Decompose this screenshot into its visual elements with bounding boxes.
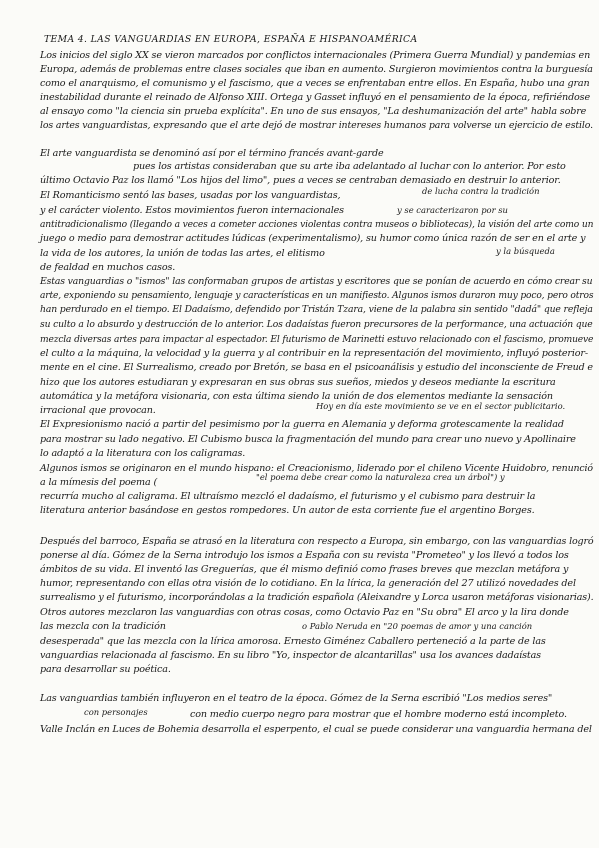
inserted-text: con personajes [84,707,148,717]
text-line: inestabilidad durante el reinado de Alfonso XIII. Ortega y Gasset influyó en el pensamiento de la época, refiriéndose [40,92,590,103]
inserted-text: de lucha contra la tradición [422,186,540,196]
text-line: hizo que los autores estudiaran y expresaran en sus obras sus sueños, miedos y deseos mediante la escritura [40,377,556,388]
text-line: Estas vanguardias o "ismos" las conformaban grupos de artistas y escritores que se ponían de acuerdo en cómo crear su [40,276,593,287]
text-line: con medio cuerpo negro para mostrar que el hombre moderno está incompleto. [190,709,567,720]
text-line: lo adaptó a la literatura con los caligramas. [40,448,246,459]
text-line: los artes vanguardistas, expresando que el arte dejó de mostrar intereses humanos para volverse un ejercicio de estilo. [40,120,593,131]
inserted-text: "el poema debe crear como la naturaleza crea un árbol") y [256,472,505,482]
text-line: ponerse al día. Gómez de la Serna introdujo los ismos a España con su revista "Prometeo" y los llevó a todos los [40,550,569,561]
text-line: surrealismo y el futurismo, incorporándolas a la tradición española (Aleixandre y Lorca usaron metáforas visionarias). [40,592,594,603]
text-line: pues los artistas consideraban que su arte iba adelantado al luchar con lo anterior. Por esto [133,161,566,172]
text-line: El Romanticismo sentó las bases, usadas por los vanguardistas, [40,190,341,201]
text-line: y el carácter violento. Estos movimientos fueron internacionales [40,205,344,216]
text-line: El Expresionismo nació a partir del pesimismo por la guerra en Alemania y deforma grotescamente la realidad [40,419,564,430]
text-line: recurría mucho al caligrama. El ultraísmo mezcló el dadaísmo, el futurismo y el cubismo para destruir la [40,491,536,502]
text-line: el culto a la máquina, la velocidad y la guerra y al contribuir en la representación del movimiento, influyó posterior- [40,348,588,359]
text-line: antitradicionalismo (llegando a veces a cometer acciones violentas contra museos o bibliotecas), la visión del arte como un [40,219,594,230]
text-line: para mostrar su lado negativo. El Cubismo busca la fragmentación del mundo para crear uno nuevo y Apollinaire [40,434,576,445]
text-line: su culto a lo absurdo y destrucción de lo anterior. Los dadaístas fueron precursores de la performance, una actuación que [40,319,593,330]
page-title: TEMA 4. LAS VANGUARDIAS EN EUROPA, ESPAÑA E HISPANOAMÉRICA [44,34,418,45]
text-line: mezcla diversas artes para impactar al espectador. El futurismo de Marinetti estuvo relacionado con el fascismo, promueve [40,334,594,345]
text-line: Las vanguardias también influyeron en el teatro de la época. Gómez de la Serna escribió "Los medios seres" [40,693,553,704]
text-line: automática y la metáfora visionaria, con esta última siendo la unión de dos elementos mediante la sensación [40,391,553,402]
text-line: Algunos ismos se originaron en el mundo hispano: el Creacionismo, liderado por el chileno Vicente Huidobro, renunció [40,463,593,474]
text-line: como el anarquismo, el comunismo y el fascismo, que a veces se enfrentaban entre ellos. En España, hubo una gran [40,78,590,89]
text-line: último Octavio Paz los llamó "Los hijos del limo", pues a veces se centraban demasiado en destruir lo anterior. [40,175,561,186]
text-line: a la mímesis del poema ( [40,477,158,488]
inserted-text: o Pablo Neruda en "20 poemas de amor y una canción [302,621,533,631]
text-line: desesperada" que las mezcla con la lírica amorosa. Ernesto Giménez Caballero perteneció a la parte de las [40,636,546,647]
inserted-text: y se caracterizaron por su [397,205,508,215]
text-line: humor, representando con ellas otra visión de lo cotidiano. En la lírica, la generación del 27 utilizó novedades del [40,578,576,589]
text-line: la vida de los autores, la unión de todas las artes, el elitismo [40,248,325,259]
text-line: Después del barroco, España se atrasó en la literatura con respecto a Europa, sin embargo, con las vanguardias logró [40,536,594,547]
text-line: arte, exponiendo su pensamiento, lenguaje y características en un manifiesto. Algunos ismos duraron muy poco, pero otros [40,290,594,301]
text-line: ámbitos de su vida. El inventó las Greguerías, que él mismo definió como frases breves que mezclan metáfora y [40,564,569,575]
inserted-text: Hoy en día este movimiento se ve en el sector publicitario. [316,401,566,411]
text-line: para desarrollar su poética. [40,664,171,675]
text-line: las mezcla con la tradición [40,621,166,632]
text-line: irracional que provocan. [40,405,156,416]
text-line: Otros autores mezclaron las vanguardias con otras cosas, como Octavio Paz en "Su obra" El arco y la lira donde [40,607,569,618]
text-line: juego o medio para demostrar actitudes lúdicas (experimentalismo), su humor como única razón de ser en el arte y [40,233,586,244]
text-line: vanguardias relacionada al fascismo. En su libro "Yo, inspector de alcantarillas" usa los avances dadaístas [40,650,541,661]
text-line: mente en el cine. El Surrealismo, creado por Bretón, se basa en el psicoanálisis y estudio del inconsciente de Freud e [40,362,593,373]
text-line: Los inicios del siglo XX se vieron marcados por conflictos internacionales (Primera Guerra Mundial) y pandemias en [40,50,591,61]
inserted-text: y la búsqueda [496,246,555,256]
text-line: literatura anterior basándose en gestos rompedores. Un autor de esta corriente fue el argentino Borges. [40,505,535,516]
text-line: Europa, además de problemas entre clases sociales que iban en aumento. Surgieron movimientos contra la burguesía [40,64,593,75]
text-line: han perdurado en el tiempo. El Dadaísmo, defendido por Tristán Tzara, viene de la palabra sin sentido "dadá" que refleja [40,304,593,315]
text-line: al ensayo como "la ciencia sin prueba explícita". En uno de sus ensayos, "La deshumanización del arte" habla sobre [40,106,587,117]
text-line: El arte vanguardista se denominó así por el término francés avant-garde [40,148,384,159]
text-line: de fealdad en muchos casos. [40,262,176,273]
text-line: Valle Inclán en Luces de Bohemia desarrolla el esperpento, el cual se puede considerar una vanguardia hermana del [40,724,592,735]
